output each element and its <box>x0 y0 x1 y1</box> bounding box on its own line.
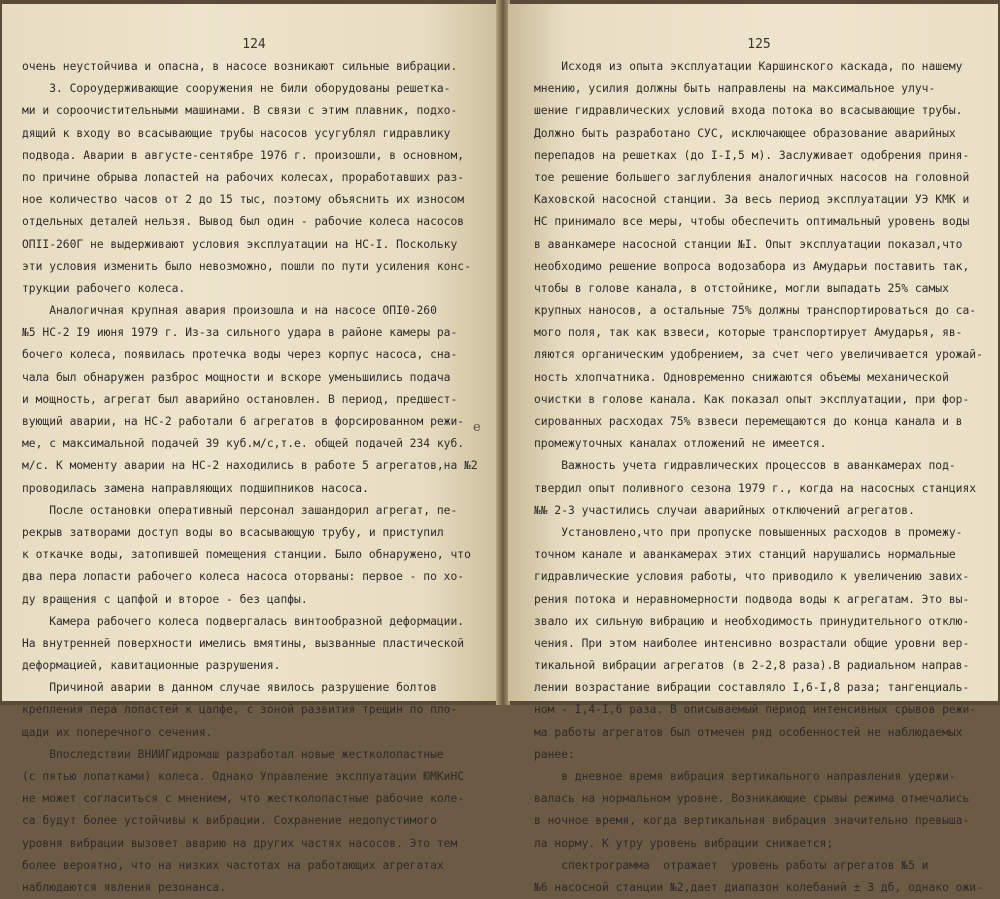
text-line: №№ 2-3 участились случаи аварийных отключений агрегатов. <box>534 503 915 517</box>
text-line: щади их поперечного сечения. <box>22 725 213 739</box>
text-line: перепадов на решетках (до I-I,5 м). Заслуживает одобрения приня- <box>534 148 970 162</box>
text-line: не может согласиться с мнением, что жестколопастные рабочие коле- <box>22 792 465 806</box>
text-line: сированных расходах 75% взвеси перемещаются до конца канала и в <box>534 415 963 428</box>
text-line: Важность учета гидравлических процессов в аванкамерах под- <box>534 459 956 473</box>
text-line: в дневное время вибрация вертикального направления удержи- <box>534 770 956 783</box>
text-line: необходимо решение вопроса водозабора из Амударьи поставить так, <box>534 259 970 273</box>
text-line: валась на нормальном уровне. Возникающие срывы режима отмечались <box>534 792 970 806</box>
page-number-left: 124 <box>242 37 266 52</box>
text-line: Установлено,что при пропуске повышенных расходов в промежу- <box>534 525 963 539</box>
text-line: После остановки оперативный персонал зашандорил агрегат, пе- <box>22 503 458 517</box>
text-line: ме, с максимальной подачей 39 куб.м/с,т.е. общей подачей 234 куб. <box>22 437 465 451</box>
text-line: вующий аварии, на НС-2 работали 6 агрегатов в форсированном режи- <box>22 415 465 428</box>
text-line: Впоследствии ВНИИГидромаш разработал новые жестколопастные <box>22 747 444 761</box>
text-line: эти условия изменить было невозможно, пошли по пути усиления конс- <box>22 259 471 273</box>
text-line: крупных наносов, а остальные 75% должны транспортироваться до са- <box>534 304 977 318</box>
page-number-right: 125 <box>747 37 771 52</box>
text-line: уровня вибрации вызовет аварию на других частях насосов. Это тем <box>22 836 458 850</box>
text-line: два пера лопасти рабочего колеса насоса оторваны: первое - по хо- <box>22 570 465 584</box>
text-line: Причиной аварии в данном случае явилось разрушение болтов <box>22 681 437 695</box>
text-line: №6 насосной станции №2,дает диапазон колебаний ± 3 дб, однако ожи- <box>534 880 983 894</box>
text-line: крепления пера лопастей к цапфе, с зоной развития трещин по пло- <box>22 703 458 717</box>
text-line: тое решение большего заглубления аналогичных насосов на головной <box>534 170 970 184</box>
text-line: и мощность, агрегат был аварийно остановлен. В период, предшест- <box>22 392 458 406</box>
text-line: к откачке воды, затопившей помещения станции. Было обнаружено, что <box>22 548 471 562</box>
text-line: в ночное время, когда вертикальная вибрация значительно превыша- <box>534 814 970 828</box>
text-line: На внутренней поверхности имелись вмятины, вызванные пластической <box>22 636 465 650</box>
text-line: чала был обнаружен разброс мощности и вскоре уменьшились подача <box>22 370 451 384</box>
text-line: очень неустойчива и опасна, в насосе возникают сильные вибрации. <box>22 60 458 73</box>
text-line: ляются органическим удобрением, за счет чего увеличивается урожай- <box>534 348 983 362</box>
text-line: бочего колеса, появилась протечка воды через корпус насоса, сна- <box>22 348 458 362</box>
text-line: твердил опыт поливного сезона 1979 г., когда на насосных станциях <box>534 481 977 495</box>
left-page-text <box>22 56 486 899</box>
text-line: чения. При этом наиболее интенсивно возрастали общие уровни вер- <box>534 636 970 650</box>
text-line: чтобы в голове канала, в отстойнике, могли выпадать 25% самых <box>534 281 949 295</box>
text-line: Аналогичная крупная авария произошла и на насосе ОПI0-260 <box>22 304 437 318</box>
text-line: 3. Сороудерживающие сооружения не били оборудованы решетка- <box>22 82 451 96</box>
text-line: гидравлические условия работы, что приводило к увеличению завих- <box>534 570 970 584</box>
text-line: очистки в голове канала. Как показал опыт эксплуатации, при фор- <box>534 392 970 406</box>
text-line: ОПII-260Г не выдерживают условия эксплуатации на НС-I. Поскольку <box>22 237 458 251</box>
text-line: НС принимало все меры, чтобы обеспечить оптимальный уровень воды <box>534 215 970 229</box>
text-line: рекрыв затворами доступ воды во всасывающую трубу, и приступил <box>22 525 444 539</box>
left-page <box>2 4 498 894</box>
right-page <box>508 4 998 894</box>
text-line: ность хлопчатника. Одновременно снижаются объемы механической <box>534 370 949 384</box>
text-line: дящий к входу во всасывающие трубы насосов усугублял гидравлику <box>22 126 451 140</box>
text-line: проводилась замена направляющих подшипников насоса. <box>22 481 369 495</box>
text-line: (с пятью лопатками) колеса. Однако Управление эксплуатации ЮМКиНС <box>22 770 465 783</box>
margin-mark: e <box>473 420 481 435</box>
text-line: мого поля, так как взвеси, которые транспортирует Амударья, яв- <box>534 326 963 340</box>
right-page-text <box>534 56 984 899</box>
text-line: Каховской насосной станции. За весь период эксплуатации УЭ КМК и <box>534 193 970 207</box>
text-line: ла норму. К утру уровень вибрации снижается; <box>534 836 834 850</box>
text-line: ное количество часов от 2 до 15 тыс, поэтому объяснить их износом <box>22 193 465 207</box>
text-line: тикальной вибрации агрегатов (в 2-2,8 раза).В радиальном направ- <box>534 659 970 673</box>
text-line: шение гидравлических условий входа потока во всасывающие трубы. <box>534 104 963 118</box>
text-line: трукции рабочего колеса. <box>22 281 186 295</box>
text-line: №5 НС-2 I9 июня 1979 г. Из-за сильного удара в районе камеры ра- <box>22 326 458 340</box>
text-line: наблюдаются явления резонанса. <box>22 880 227 894</box>
text-line: мнению, усилия должны быть направлены на максимальное улуч- <box>534 82 936 96</box>
text-line: лении возрастание вибрации составляло I,6-I,8 раза; тангенциаль- <box>534 681 970 695</box>
text-line: деформацией, кавитационные разрушения. <box>22 659 281 673</box>
text-line: по причине обрыва лопастей на рабочих колесах, проработавших раз- <box>22 170 465 184</box>
text-line: Исходя из опыта эксплуатации Каршинского каскада, по нашему <box>534 60 963 73</box>
text-line: м/с. К моменту аварии на НС-2 находились в работе 5 агрегатов,на №2 <box>22 459 478 473</box>
text-line: спектрограмма отражает уровень работы агрегатов №5 и <box>534 858 929 872</box>
text-line: промежуточных каналах отложений не имеется. <box>534 437 827 451</box>
text-line: рения потока и неравномерности подвода воды к агрегатам. Это вы- <box>534 592 970 606</box>
text-line: Камера рабочего колеса подвергалась винтообразной деформации. <box>22 614 465 628</box>
text-line: ном - I,4-I,6 раза. В описываемый период интенсивных срывов режи- <box>534 703 977 717</box>
text-line: точном канале и аванкамерах этих станций нарушались нормальные <box>534 548 956 562</box>
text-line: в аванкамере насосной станции №I. Опыт эксплуатации показал,что <box>534 237 963 251</box>
text-line: са будут более устойчивы к вибрации. Сохранение недопустимого <box>22 814 437 828</box>
text-line: ма работы агрегатов был отмечен ряд особенностей не наблюдаемых <box>534 725 963 739</box>
text-line: звало их сильную вибрацию и необходимость принудительного отклю- <box>534 614 970 628</box>
text-line: подвода. Аварии в августе-сентябре 1976 г. произошли, в основном, <box>22 148 465 162</box>
text-line: Должно быть разработано СУС, исключающее образование аварийных <box>534 126 956 140</box>
text-line: более вероятно, что на низких частотах на работающих агрегатах <box>22 858 444 872</box>
text-line: отдельных деталей нельзя. Вывод был один - рабочие колеса насосов <box>22 215 465 229</box>
text-line: ми и сороочистительными машинами. В связи с этим плавник, подхо- <box>22 104 458 118</box>
text-line: ду вращения с цапфой и второе - без цапфы. <box>22 592 308 606</box>
text-line: ранее: <box>534 747 575 761</box>
